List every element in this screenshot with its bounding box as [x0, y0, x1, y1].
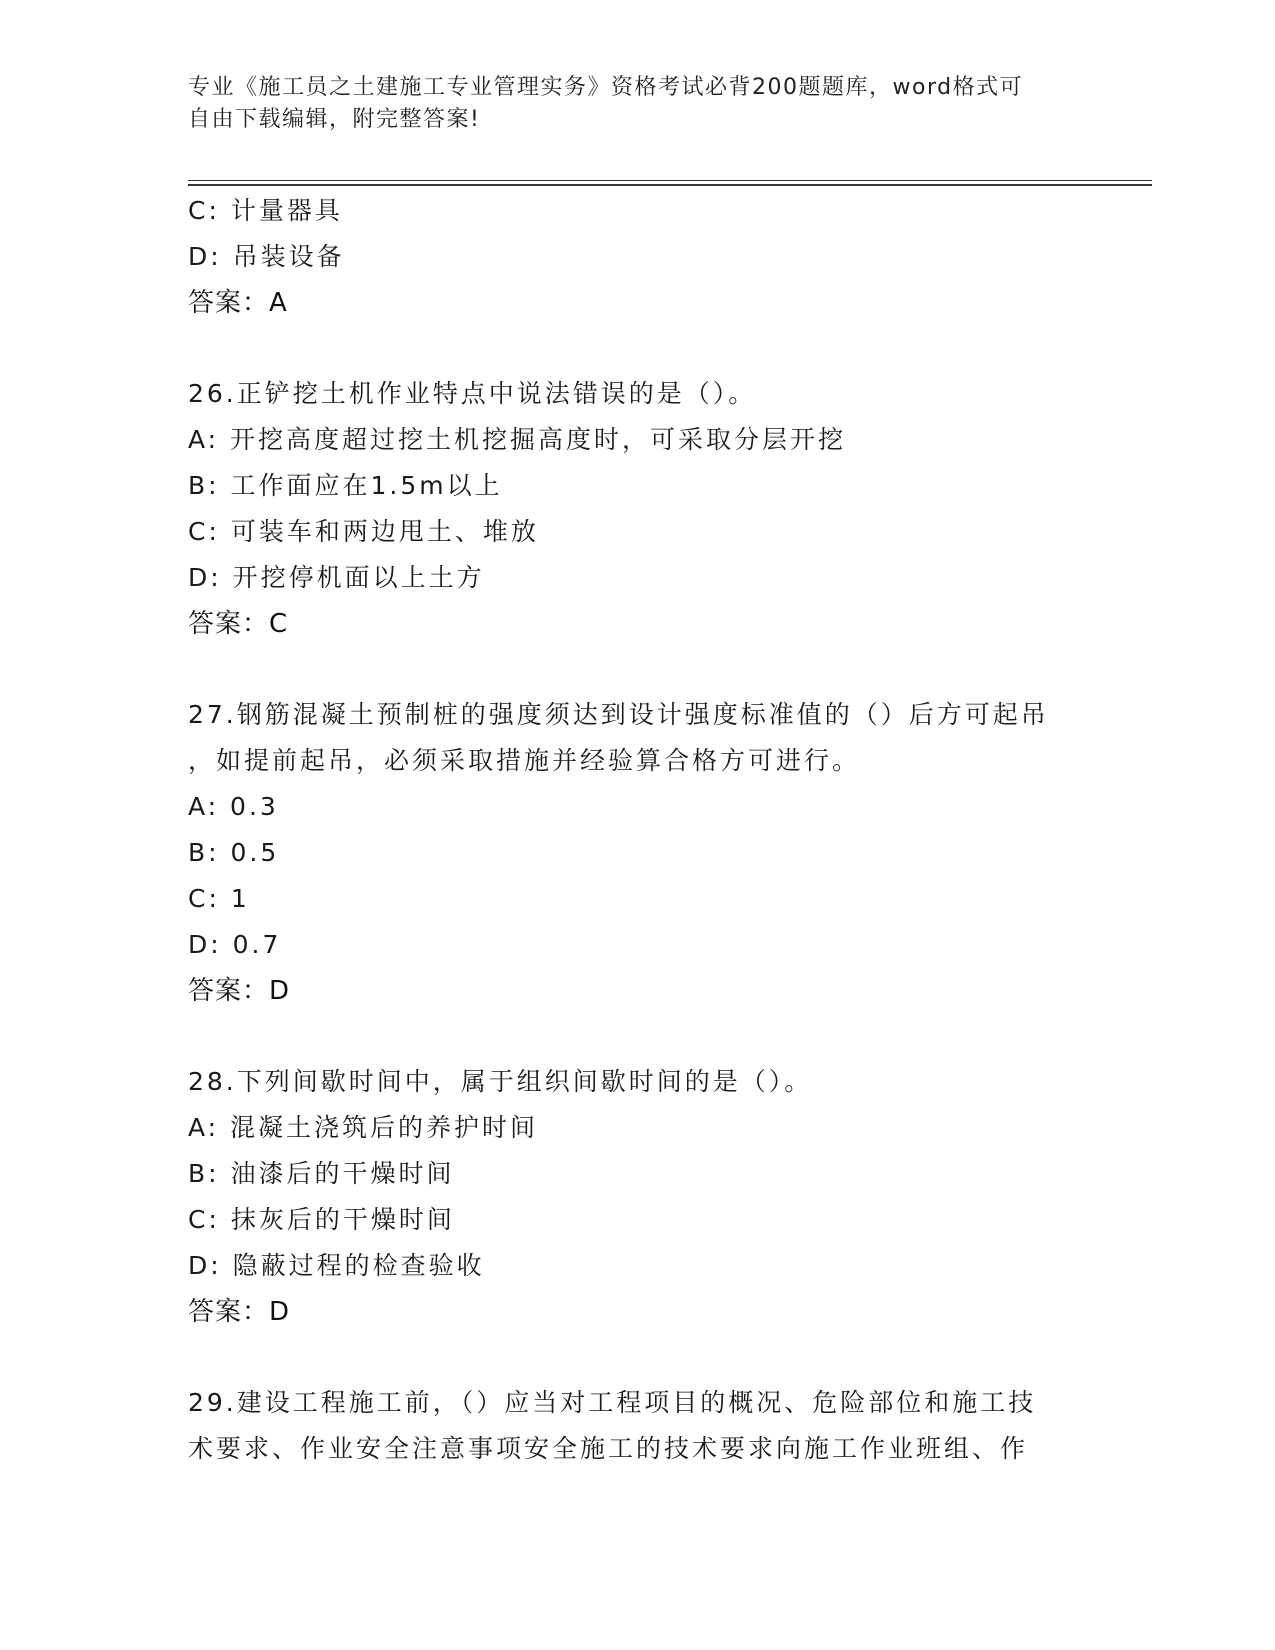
question-stem-line-1: 29.建设工程施工前，（）应当对工程项目的概况、危险部位和施工技 [188, 1388, 1037, 1417]
spacer [188, 1014, 1088, 1059]
option-c: C: 可装车和两边甩土、堆放 [188, 517, 539, 546]
option-b: B: 工作面应在1.5m以上 [188, 471, 503, 500]
header-divider-thin [188, 180, 1152, 181]
option-b: B: 0.5 [188, 838, 280, 867]
answer-label: 答案：D [188, 976, 291, 1006]
option-a: A: 混凝土浇筑后的养护时间 [188, 1113, 539, 1142]
question-stem-line-1: 27.钢筋混凝土预制桩的强度须达到设计强度标准值的（）后方可起吊 [188, 700, 1049, 729]
question-stem-line-2: 术要求、作业安全注意事项安全施工的技术要求向施工作业班组、作 [188, 1434, 1029, 1463]
question-block-26 [188, 371, 1088, 647]
spacer [188, 326, 1088, 371]
option-d: D: 吊装设备 [188, 242, 345, 271]
option-b: B: 油漆后的干燥时间 [188, 1159, 455, 1188]
option-c: C: 计量器具 [188, 196, 343, 225]
option-c: C: 1 [188, 884, 250, 913]
option-d: D: 开挖停机面以上土方 [188, 563, 485, 592]
answer-label: 答案：A [188, 288, 288, 318]
question-stem: 26.正铲挖土机作业特点中说法错误的是（）。 [188, 379, 757, 408]
question-block-29 [188, 1380, 1088, 1472]
option-d: D: 隐蔽过程的检查验收 [188, 1251, 485, 1280]
question-stem: 28.下列间歇时间中，属于组织间歇时间的是（）。 [188, 1067, 813, 1096]
header-title-line-1: 专业《施工员之土建施工专业管理实务》资格考试必背200题题库，word格式可 [188, 75, 1024, 100]
question-list [188, 188, 1088, 1472]
page-header [188, 72, 1088, 136]
spacer [188, 647, 1088, 692]
answer-label: 答案：C [188, 609, 289, 639]
header-divider-thick [188, 184, 1152, 186]
header-title-line-2: 自由下载编辑，附完整答案! [188, 107, 481, 132]
question-block-28 [188, 1059, 1088, 1335]
question-block-25-continued [188, 188, 1088, 326]
question-block-27 [188, 692, 1088, 1014]
answer-label: 答案：D [188, 1297, 291, 1327]
spacer [188, 1335, 1088, 1380]
option-a: A: 开挖高度超过挖土机挖掘高度时，可采取分层开挖 [188, 425, 847, 454]
option-c: C: 抹灰后的干燥时间 [188, 1205, 455, 1234]
option-a: A: 0.3 [188, 792, 279, 821]
question-stem-line-2: ，如提前起吊，必须采取措施并经验算合格方可进行。 [188, 746, 861, 775]
option-d: D: 0.7 [188, 930, 282, 959]
